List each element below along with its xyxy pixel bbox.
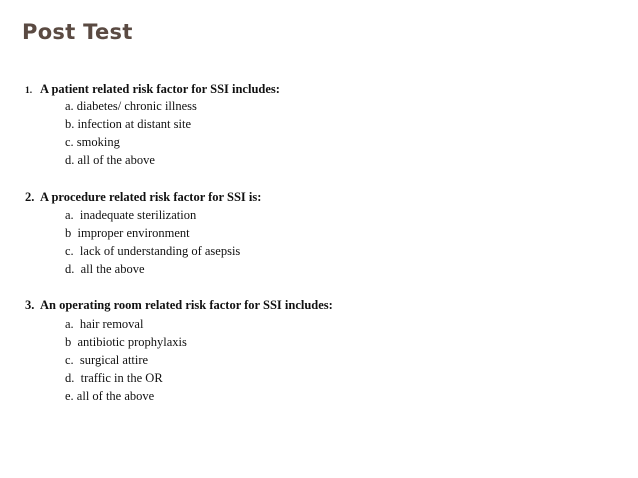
option-3e: e. all of the above	[65, 389, 155, 403]
question-number: 3.	[25, 298, 35, 312]
question-1	[25, 82, 280, 97]
page-title: Post Test	[22, 20, 133, 44]
option-2c: c. lack of understanding of asepsis	[65, 244, 241, 258]
question-text: A patient related risk factor for SSI includes:	[40, 82, 280, 96]
option-1a: a. diabetes/ chronic illness	[65, 99, 197, 113]
option-3d: d. traffic in the OR	[65, 371, 163, 385]
option-2a: a. inadequate sterilization	[65, 208, 197, 222]
option-1c: c. smoking	[65, 135, 120, 149]
question-text: A procedure related risk factor for SSI is:	[40, 190, 262, 204]
question-text: An operating room related risk factor for SSI includes:	[40, 298, 333, 312]
option-1b: b. infection at distant site	[65, 117, 192, 131]
question-number: 2.	[25, 190, 35, 204]
option-3c: c. surgical attire	[65, 353, 149, 367]
question-3	[25, 298, 333, 313]
question-number: 1.	[25, 86, 33, 96]
option-2d: d. all the above	[65, 262, 145, 276]
option-3a: a. hair removal	[65, 317, 144, 331]
option-1d: d. all of the above	[65, 153, 155, 167]
option-3b: b antibiotic prophylaxis	[65, 335, 187, 349]
option-2b: b improper environment	[65, 226, 190, 240]
question-2	[25, 190, 261, 205]
